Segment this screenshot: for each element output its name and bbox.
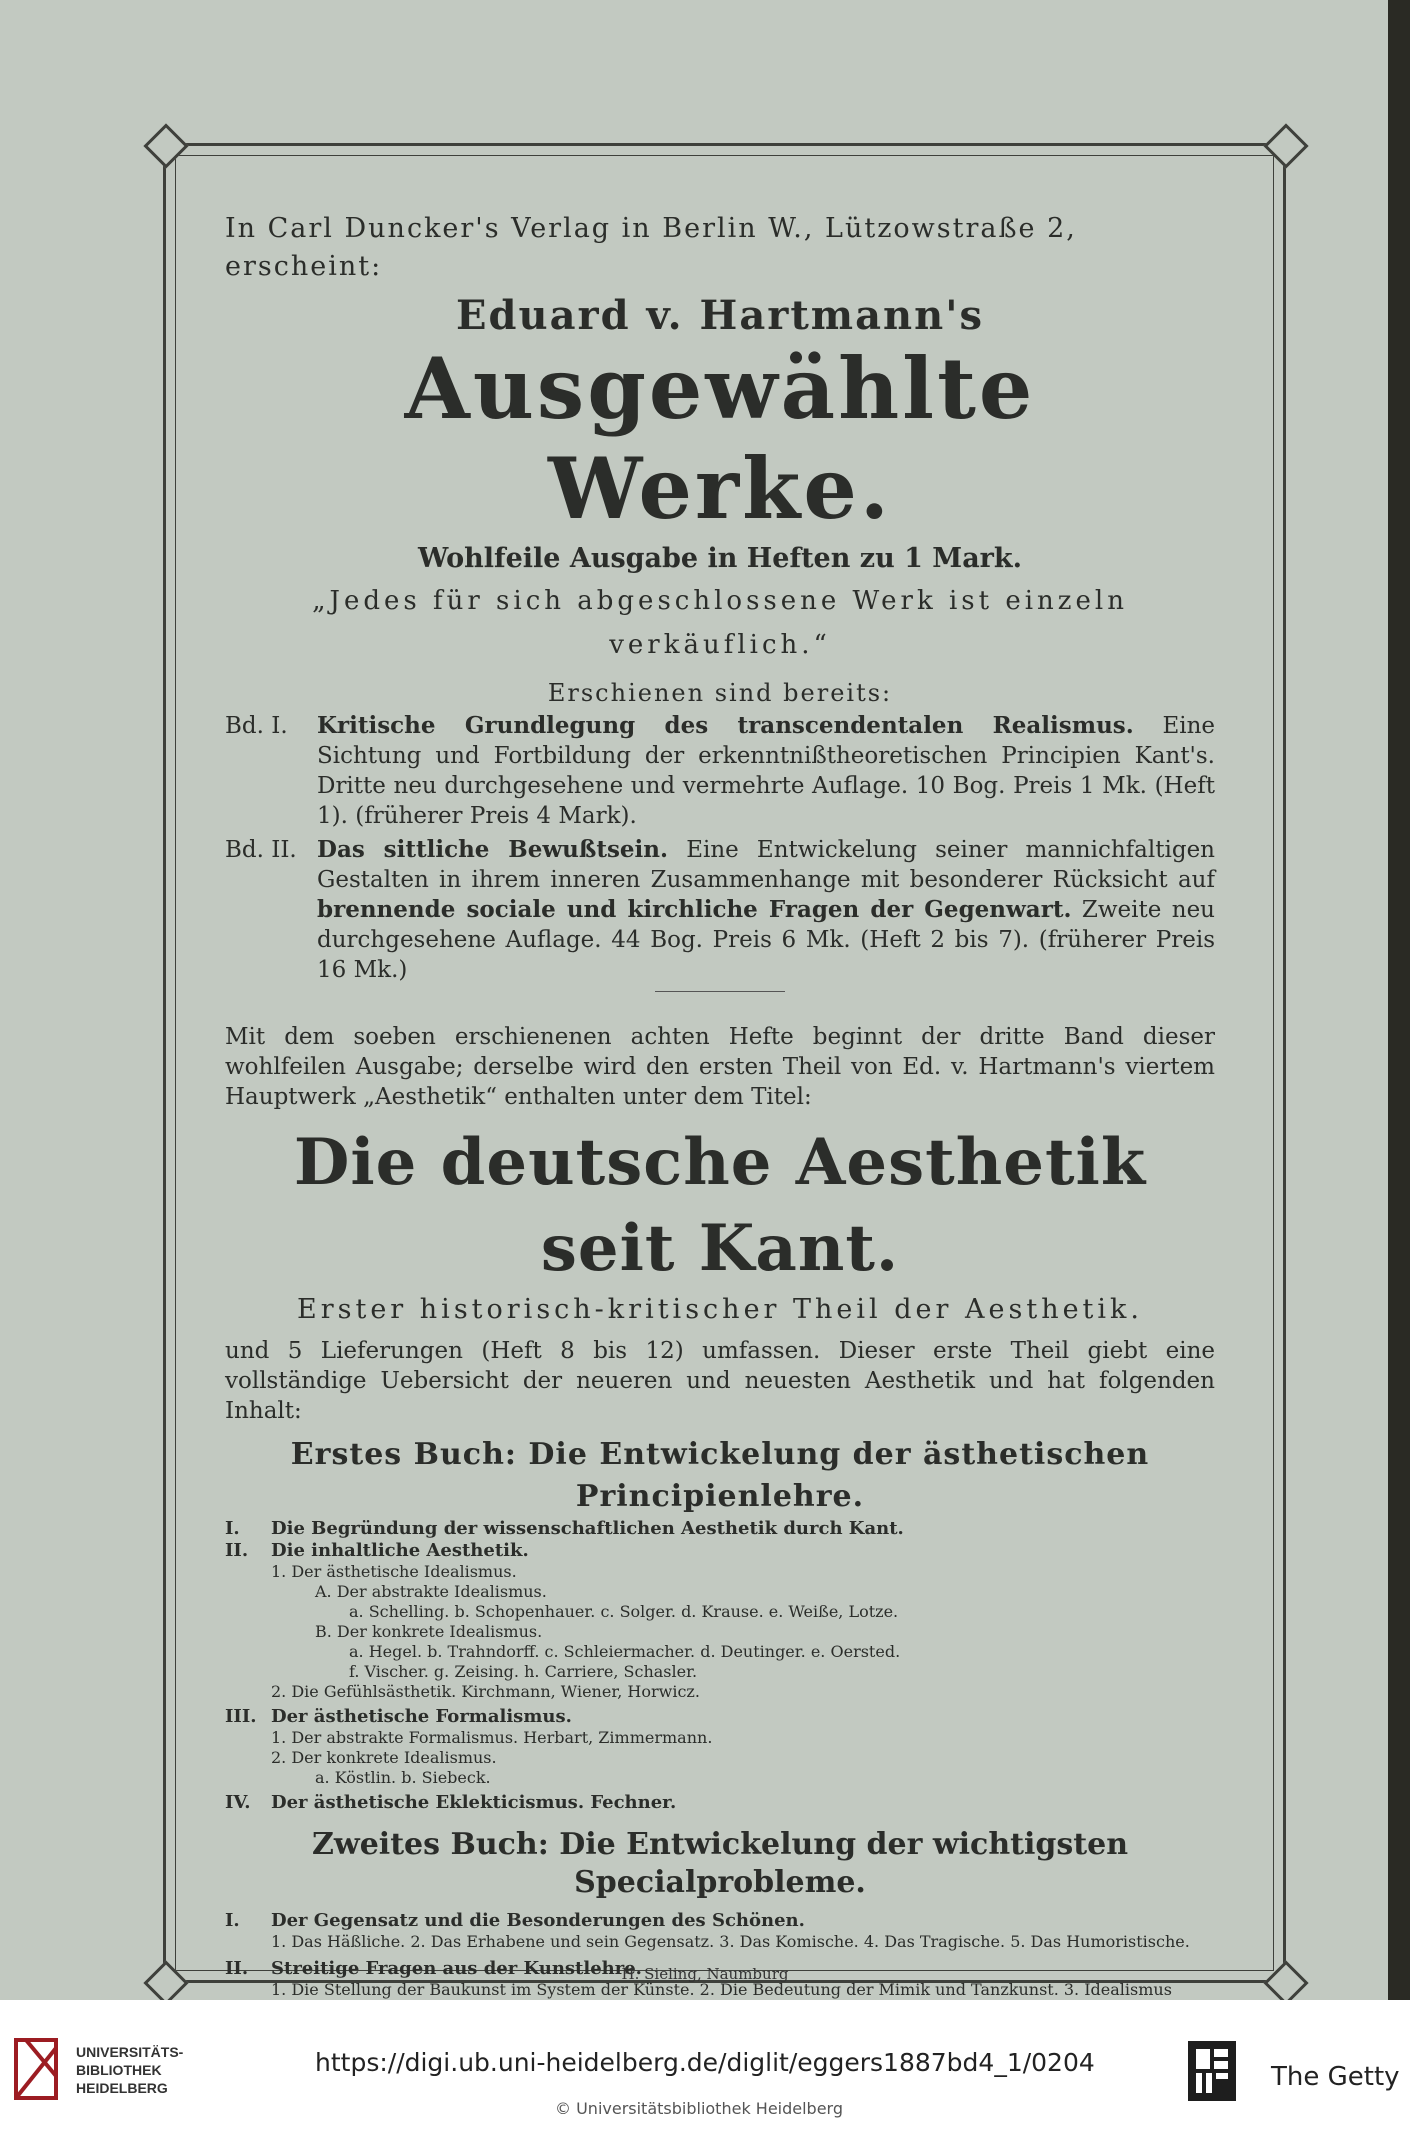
university-library-logo-icon[interactable] bbox=[10, 2036, 62, 2102]
toc-entry bbox=[225, 1540, 1215, 1562]
toc-sub-entry: a. Hegel. b. Trahndorff. c. Schleiermacher. d. Deutinger. e. Oersted. bbox=[349, 1642, 901, 1661]
toc-sub-entry: f. Vischer. g. Zeising. h. Carriere, Schasler. bbox=[349, 1662, 698, 1681]
contents-intro: und 5 Lieferungen (Heft 8 bis 12) umfassen. Dieser erste Theil giebt eine vollständige Uebersicht der neueren und neuesten Aesthetik und hat folgenden Inhalt: bbox=[225, 1338, 1215, 1424]
volume-number: Bd. II. bbox=[225, 837, 297, 863]
book-two-heading-2: Specialprobleme. bbox=[574, 1865, 866, 1900]
toc-sub-entry: A. Der abstrakte Idealismus. bbox=[315, 1582, 547, 1601]
edition-subtitle: Wohlfeile Ausgabe in Heften zu 1 Mark. bbox=[417, 543, 1023, 574]
toc-text: Der ästhetische Eklekticismus. Fechner. bbox=[271, 1792, 677, 1813]
partner-name[interactable]: The Getty bbox=[1271, 2062, 1400, 2092]
volume-number: Bd. I. bbox=[225, 713, 288, 739]
toc-sub-entry: 2. Der konkrete Idealismus. bbox=[271, 1748, 497, 1767]
toc-entry bbox=[225, 1706, 1215, 1728]
toc-entry bbox=[225, 1518, 1215, 1540]
table-of-contents-one bbox=[225, 1518, 1215, 1814]
book-one-heading: Erstes Buch: Die Entwickelung der ästhetischen Principienlehre. bbox=[290, 1437, 1150, 1514]
library-name bbox=[76, 2043, 183, 2097]
separator-rule bbox=[655, 991, 785, 992]
volume-text: Eine Entwickelung seiner mannichfaltigen Gestalten in ihrem inneren Zusammenhange mit besonderer Rücksicht auf bbox=[317, 837, 1215, 893]
aesthetik-title: Die deutsche Aesthetik seit Kant. bbox=[293, 1125, 1147, 1286]
toc-roman: I. bbox=[225, 1518, 240, 1539]
toc-sub-entry: B. Der konkrete Idealismus. bbox=[315, 1622, 543, 1641]
toc-entry bbox=[225, 1910, 1215, 1932]
book-two-heading: Zweites Buch: Die Entwickelung der wichtigsten bbox=[311, 1827, 1129, 1862]
announcement-paragraph: Mit dem soeben erschienenen achten Hefte beginnt der dritte Band dieser wohlfeilen Ausgabe; derselbe wird den ersten Theil von Ed. v. Hartmann's viertem Hauptwerk „Aesthetik“ enthalten unter dem Titel: bbox=[225, 1024, 1215, 1110]
toc-sub-entry: 1. Der ästhetische Idealismus. bbox=[271, 1562, 517, 1581]
advertisement-text bbox=[225, 210, 1215, 2000]
volume-title: Das sittliche Bewußtsein. bbox=[317, 836, 669, 863]
toc-sub-entry: 1. Die Stellung der Baukunst im System der Künste. 2. Die Bedeutung der Mimik und Tanzkunst. 3. Idealismus bbox=[271, 1980, 1172, 1999]
published-heading: Erschienen sind bereits: bbox=[547, 679, 893, 707]
table-of-contents-two bbox=[225, 1910, 1215, 2000]
toc-sub-entry: 1. Der abstrakte Formalismus. Herbart, Zimmermann. bbox=[271, 1728, 713, 1747]
quote-line: „Jedes für sich abgeschlossene Werk ist einzeln verkäuflich.“ bbox=[312, 586, 1128, 660]
toc-text: Der ästhetische Formalismus. bbox=[271, 1706, 572, 1727]
toc-roman: II. bbox=[225, 1540, 249, 1561]
volume-text-2: Zweite neu durchgesehene Auflage. 44 Bog. Preis 6 Mk. (Heft 2 bis 7). (früherer Preis 16 Mk.) bbox=[317, 897, 1215, 983]
main-title: Ausgewählte Werke. bbox=[404, 339, 1036, 538]
aesthetik-subtitle: Erster historisch-kritischer Theil der Aesthetik. bbox=[297, 1294, 1143, 1325]
toc-text: Streitige Fragen aus der Kunstlehre. bbox=[271, 1958, 642, 1979]
toc-text: Die inhaltliche Aesthetik. bbox=[271, 1540, 529, 1561]
toc-sub-entry: 1. Das Häßliche. 2. Das Erhabene und sein Gegensatz. 3. Das Komische. 4. Das Tragische. 5. Das Humoristische. bbox=[271, 1932, 1190, 1951]
volume-entry bbox=[225, 711, 1215, 831]
library-name-line: UNIVERSITÄTS- bbox=[76, 2044, 184, 2060]
author-heading: Eduard v. Hartmann's bbox=[456, 292, 984, 339]
copyright-notice: © Universitätsbibliothek Heidelberg bbox=[555, 2099, 844, 2118]
volume-description bbox=[317, 835, 1215, 985]
publisher-line-2: erscheint: bbox=[225, 251, 383, 282]
toc-entry bbox=[225, 1792, 1215, 1814]
toc-sub-entry: 2. Die Gefühlsästhetik. Kirchmann, Wiener, Horwicz. bbox=[271, 1682, 700, 1701]
toc-roman: III. bbox=[225, 1706, 257, 1727]
toc-roman: IV. bbox=[225, 1792, 251, 1813]
volume-description bbox=[317, 711, 1215, 831]
volume-title: Kritische Grundlegung des transcendentalen Realismus. bbox=[317, 712, 1134, 739]
publisher-line: In Carl Duncker's Verlag in Berlin W., Lützowstraße 2, bbox=[225, 213, 1077, 244]
permalink-url[interactable]: https://digi.ub.uni-heidelberg.de/diglit/eggers1887bd4_1/0204 bbox=[315, 2048, 1095, 2077]
library-name-line: HEIDELBERG bbox=[76, 2080, 168, 2096]
volume-bold-phrase: brennende sociale und kirchliche Fragen der Gegenwart. bbox=[317, 896, 1072, 923]
toc-roman: I. bbox=[225, 1910, 240, 1931]
toc-sub-entry: a. Schelling. b. Schopenhauer. c. Solger. d. Krause. e. Weiße, Lotze. bbox=[349, 1602, 899, 1621]
library-name-line: BIBLIOTHEK bbox=[76, 2062, 162, 2078]
toc-roman: II. bbox=[225, 1958, 249, 1979]
toc-text: Der Gegensatz und die Besonderungen des Schönen. bbox=[271, 1910, 805, 1931]
toc-sub-entry: a. Köstlin. b. Siebeck. bbox=[315, 1768, 491, 1787]
scan-edge bbox=[1388, 0, 1410, 2000]
getty-logo-icon[interactable] bbox=[1188, 2041, 1236, 2101]
printer-imprint: H. Sieling, Naumburg bbox=[621, 1965, 789, 1983]
toc-text: Die Begründung der wissenschaftlichen Aesthetik durch Kant. bbox=[271, 1518, 904, 1539]
volume-entry bbox=[225, 835, 1215, 985]
volume-text: Eine Sichtung und Fortbildung der erkenntnißtheoretischen Principien Kant's. Dritte neu durchgesehene und vermehrte Auflage. 10 Bog. Preis 1 Mk. (Heft 1). (früherer Preis 4 Mark). bbox=[317, 713, 1216, 829]
